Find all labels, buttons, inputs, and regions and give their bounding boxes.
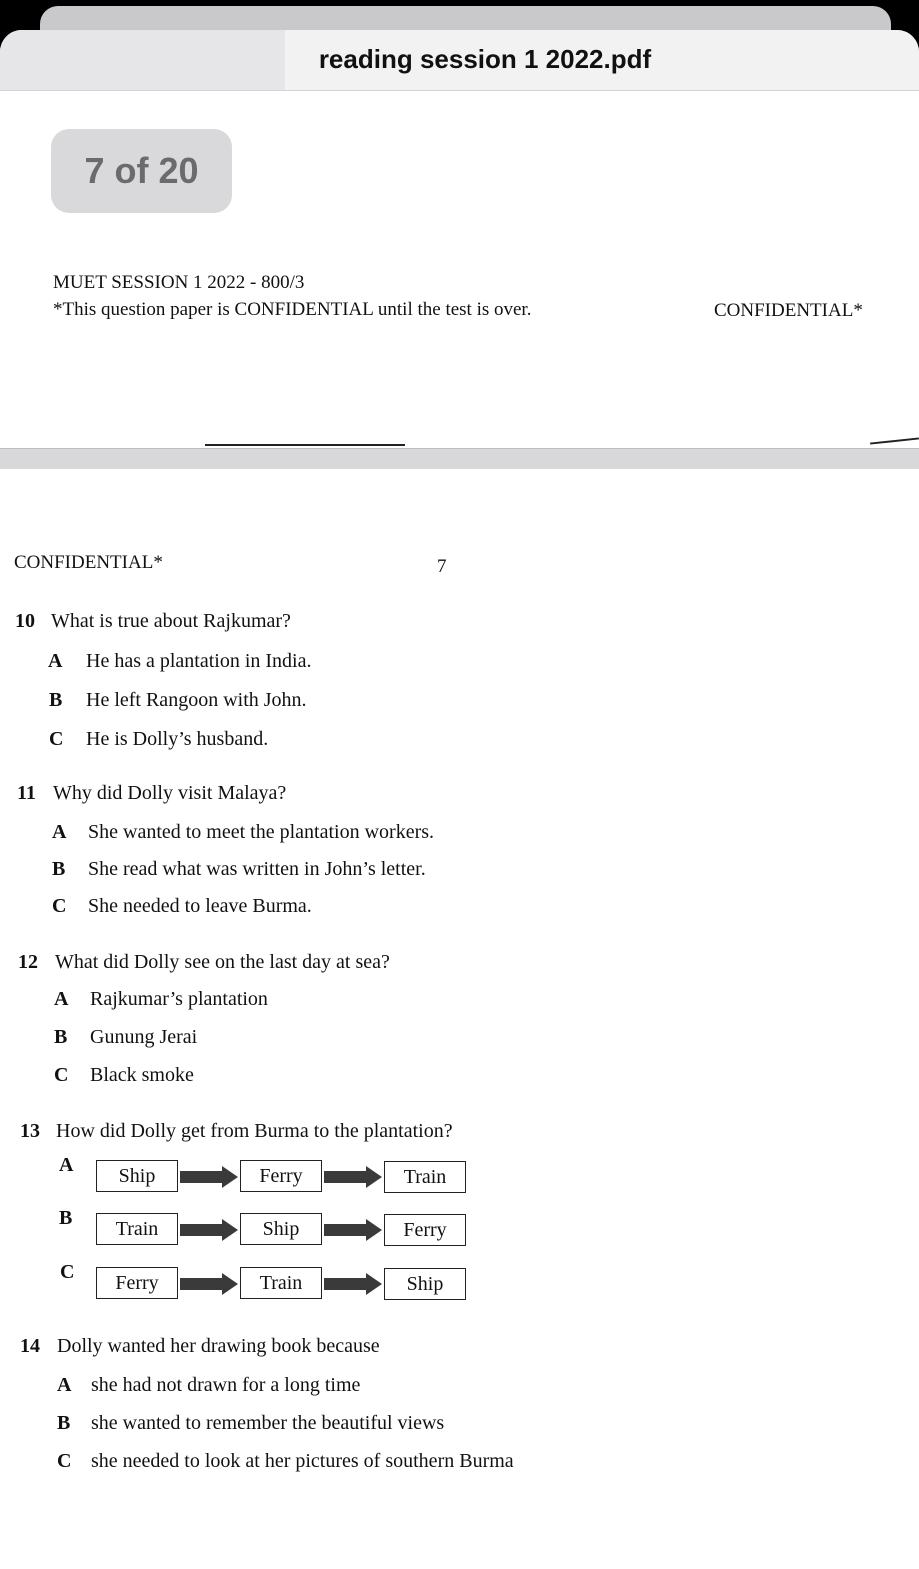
question-text: What did Dolly see on the last day at sea?	[55, 951, 390, 973]
option-letter: A	[54, 988, 69, 1010]
transport-box: Ferry	[96, 1267, 178, 1299]
option-text: she wanted to remember the beautiful views	[91, 1412, 445, 1434]
question-number: 11	[17, 782, 36, 804]
page-number: 7	[437, 556, 447, 577]
option-letter: B	[57, 1412, 71, 1434]
option-letter: C	[54, 1064, 69, 1086]
option-text: Black smoke	[90, 1064, 194, 1086]
option-letter: B	[59, 1207, 73, 1229]
option-text: Rajkumar’s plantation	[90, 988, 268, 1010]
transport-box: Ship	[96, 1160, 178, 1192]
option-text: Gunung Jerai	[90, 1026, 198, 1048]
option-letter: B	[54, 1026, 68, 1048]
option-letter: C	[49, 728, 64, 750]
arrow-right-icon	[324, 1219, 382, 1241]
document-title: reading session 1 2022.pdf	[318, 44, 652, 74]
title-bar-left-segment	[0, 30, 285, 90]
title-bar	[0, 30, 919, 91]
arrow-right-icon	[180, 1273, 238, 1295]
transport-box: Ship	[240, 1213, 322, 1245]
option-letter: A	[57, 1374, 72, 1396]
option-letter: A	[59, 1154, 74, 1176]
transport-box: Ferry	[240, 1160, 322, 1192]
question-text: What is true about Rajkumar?	[51, 610, 291, 632]
page-indicator: 7 of 20	[51, 129, 232, 213]
question-text: How did Dolly get from Burma to the plantation?	[56, 1120, 453, 1142]
arrow-right-icon	[324, 1273, 382, 1295]
confidential-label-previous: CONFIDENTIAL*	[714, 300, 863, 321]
question-number: 10	[15, 610, 35, 632]
arrow-right-icon	[180, 1219, 238, 1241]
transport-box: Ship	[384, 1268, 466, 1300]
transport-box: Train	[384, 1161, 466, 1193]
option-text: She needed to leave Burma.	[88, 895, 312, 917]
arrow-right-icon	[180, 1166, 238, 1188]
arrow-right-icon	[324, 1166, 382, 1188]
option-letter: B	[49, 689, 63, 711]
option-text: She read what was written in John’s letter.	[88, 858, 426, 880]
confidential-note: *This question paper is CONFIDENTIAL until the test is over.	[53, 299, 532, 320]
option-text: He has a plantation in India.	[86, 650, 312, 672]
pdf-viewer	[0, 30, 919, 1569]
transport-box: Train	[240, 1267, 322, 1299]
confidential-label: CONFIDENTIAL*	[14, 552, 163, 573]
option-letter: C	[52, 895, 67, 917]
transport-box: Train	[96, 1213, 178, 1245]
option-letter: C	[57, 1450, 72, 1472]
question-text: Why did Dolly visit Malaya?	[53, 782, 287, 804]
question-number: 14	[20, 1335, 40, 1357]
option-text: She wanted to meet the plantation workers.	[88, 821, 435, 843]
question-text: Dolly wanted her drawing book because	[57, 1335, 380, 1357]
transport-box: Ferry	[384, 1214, 466, 1246]
option-text: she needed to look at her pictures of southern Burma	[91, 1450, 514, 1472]
option-text: she had not drawn for a long time	[91, 1374, 361, 1396]
footer-rule-left	[205, 444, 405, 446]
exam-title: MUET SESSION 1 2022 - 800/3	[53, 272, 305, 293]
page-gap	[0, 448, 919, 469]
option-text: He left Rangoon with John.	[86, 689, 307, 711]
option-letter: A	[52, 821, 67, 843]
option-letter: C	[60, 1261, 75, 1283]
question-number: 13	[20, 1120, 40, 1142]
footer-rule-right	[870, 437, 919, 444]
question-number: 12	[18, 951, 38, 973]
option-letter: B	[52, 858, 66, 880]
option-text: He is Dolly’s husband.	[86, 728, 269, 750]
option-letter: A	[48, 650, 63, 672]
